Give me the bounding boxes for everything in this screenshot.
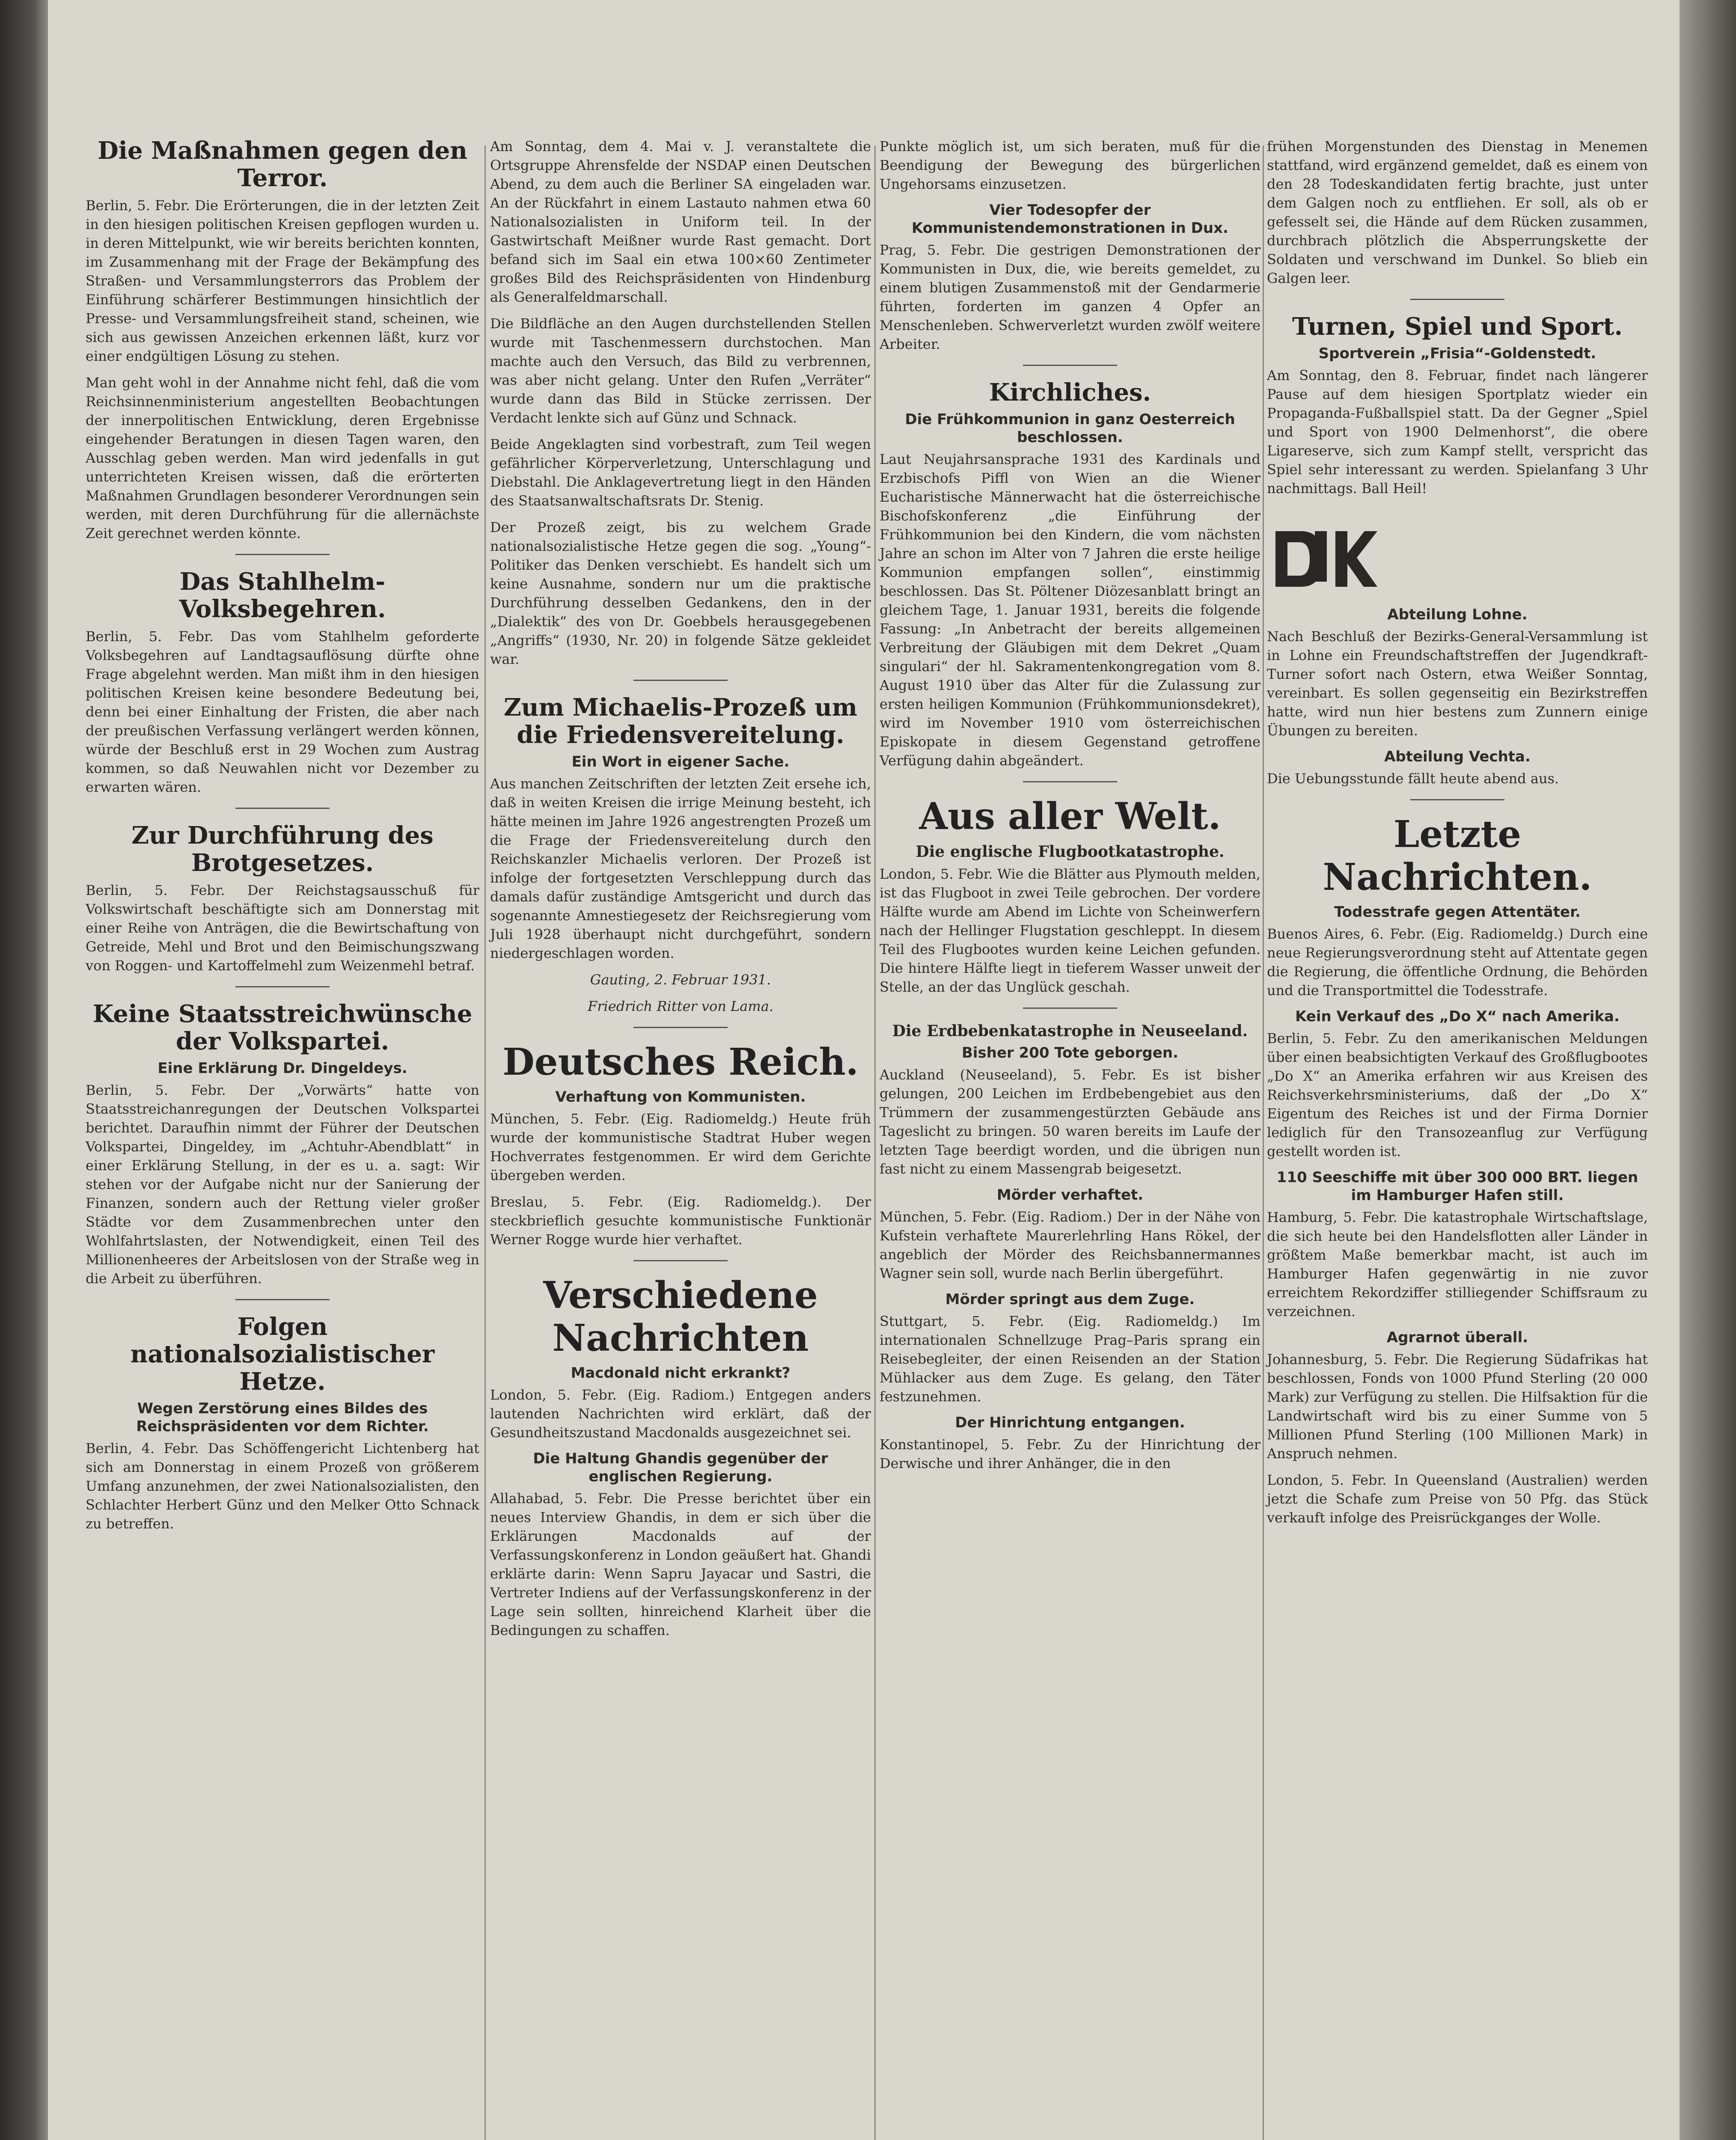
headline-staatsstreich: Keine Staatsstreichwünsche der Volkspartei.: [92, 1000, 473, 1055]
subheadline: Macdonald nicht erkrankt?: [571, 1364, 791, 1382]
article-text: Buenos Aires, 6. Febr. (Eig. Radiomeldg.) Durch eine neue Regierungsverordnung steht auf Attentate gegen die Regierung, die öffentliche Ordnung, die Behörden und die Transportmittel die Todesstrafe.: [1267, 926, 1648, 999]
article-text: Nach Beschluß der Bezirks-General-Versammlung ist in Lohne ein Freundschaftstreffen der Jugendkraft-Turner sofort nach Ostern, etwa Weißer Sonntag, vereinbart. Es sollen gegenseitig ein Bezirkstreffen hatte, wird nun hier bestens zum Zunnern einige Übungen zu bereiten.: [1267, 628, 1648, 739]
separator: [633, 680, 728, 681]
article-text: Man geht wohl in der Annahme nicht fehl, daß die vom Reichsinnenministerium angestellten Beobachtungen der innerpolitischen Entwicklung, deren Ergebnisse eingehender Beratungen in diesen Tagen waren, den Ausschlag geben werden. Man wird jedenfalls in gut unterrichteten Kreisen wissen, daß die erörterten Maßnahmen Grundlagen besonderer Verordnungen sein werden, mit deren Durchführung für die allernächste Zeit gerechnet werden könnte.: [86, 374, 479, 541]
headline-flugboot: Die englische Flugbootkatastrophe.: [916, 843, 1225, 861]
article-text: Am Sonntag, den 8. Februar, findet nach längerer Pause auf dem hiesigen Sportplatz wieder ein Propaganda-Fußballspiel statt. Da der Gegner „Spiel und Sport von 1900 Delmenhorst“, die obere Ligareserve, sich zum Kampf stellt, verspricht das Spiel sehr interessant zu werden. Spielanfang 3 Uhr nachmittags. Ball Heil!: [1267, 367, 1648, 496]
article-text: Stuttgart, 5. Febr. (Eig. Radiomeldg.) Im internationalen Schnellzuge Prag–Paris sprang ein Reisebegleiter, der einen Reisenden an der Station Mühlacker aus dem Zuge. Es gelang, den Täter festzunehmen.: [880, 1313, 1260, 1405]
section-aus-aller-welt: Aus aller Welt.: [919, 795, 1221, 838]
article-text: Hamburg, 5. Febr. Die katastrophale Wirtschaftslage, die sich heute bei den Handelsflotten aller Länder in größtem Maße bemerkbar macht, ist auch im Hamburger Hafen gegenwärtig in nie zuvor erreichtem Rekordziffer stilliegender Schiffsraum zu verzeichnen.: [1267, 1209, 1648, 1320]
section-verschiedene-nachrichten: Verschiedene Nachrichten: [543, 1274, 818, 1360]
separator: [1023, 1008, 1117, 1009]
article-text: Laut Neujahrsansprache 1931 des Kardinals und Erzbischofs Piffl von Wien an die Wiener Eucharistische Männerwacht hat die österreichische Bischofskonferenz „die Einführung der Frühkommunion bei den Kindern, die vom nächsten Jahre an schon im Alter von 7 Jahren die erste heilige Kommunion empfangen sollen“, einstimmig beschlossen. Das St. Pöltener Diözesanblatt bringt an gleichem Tage, 1. Januar 1931, bereits die folgende Fassung: „In Anbetracht der bereits allgemeinen Verbreitung der Gläubigen mit dem Dekret „Quam singulari“ der hl. Sakramentenkongregation vom 8. August 1910 über das Alter für die Zulassung zur ersten heiligen Kommunion (Frühkommunionsdekret), wird im November 1910 vom österreichischen Episkopate in diesem Gegenstand getroffene Verfügung dahin abgeändert.: [880, 451, 1260, 769]
subheadline: Kein Verkauf des „Do X“ nach Amerika.: [1295, 1008, 1620, 1025]
page-edge: [1680, 0, 1736, 2140]
article-text: Beide Angeklagten sind vorbestraft, zum Teil wegen gefährlicher Körperverletzung, Unterschlagung und Diebstahl. Die Anklagevertretung liegt in den Händen des Staatsanwaltschaftsrats Dr. Stenig.: [490, 436, 871, 509]
article-text: München, 5. Febr. (Eig. Radiom.) Der in der Nähe von Kufstein verhaftete Maurerlehrling Hans Rökel, der angeblich der Mörder des Reichsbannermannes Wagner sein soll, wurde nach Berlin übergeführt.: [880, 1209, 1260, 1281]
subheadline: Abteilung Lohne.: [1387, 606, 1528, 623]
signature-name: Friedrich Ritter von Lama.: [588, 998, 773, 1014]
signature-place: Gauting, 2. Februar 1931.: [590, 972, 771, 988]
separator: [633, 1027, 728, 1028]
subheadline: Mörder verhaftet.: [996, 1186, 1144, 1204]
article-text: Am Sonntag, dem 4. Mai v. J. veranstaltete die Ortsgruppe Ahrensfelde der NSDAP einen Deutschen Abend, zu dem auch die Berliner SA eingeladen war. An der Rückfahrt in einem Lastauto nahmen etwa 60 Nationalsozialisten in Uniform teil. In der Gastwirtschaft Meißner wurde Rast gemacht. Dort befand sich im Saal ein etwa 100×60 Zentimeter großes Bild des Reichspräsidenten von Hindenburg als Generalfeldmarschall.: [490, 138, 871, 305]
subheadline: Der Hinrichtung entgangen.: [955, 1414, 1185, 1431]
subheadline: Die Haltung Ghandis gegenüber der englischen Regierung.: [533, 1450, 828, 1485]
subheadline: Abteilung Vechta.: [1384, 748, 1531, 765]
separator: [633, 1260, 728, 1261]
separator: [235, 1299, 330, 1300]
article-text: Der Prozeß zeigt, bis zu welchem Grade nationalsozialistische Hetze gegen die sog. „Young“-Politiker das Denken verschiebt. Es handelt sich um keine Ausnahme, sondern nur um die praktische Durchführung desselben Gedankens, den in der „Dialektik“ des von Dr. Goebbels herausgegebenen „Angriffs“ (1930, Nr. 20) in folgende Sätze gekleidet war.: [490, 519, 871, 667]
column-2: [490, 137, 871, 1647]
separator: [235, 808, 330, 809]
article-text: Prag, 5. Febr. Die gestrigen Demonstrationen der Kommunisten in Dux, die, wie bereits gemeldet, zu einem blutigen Zusammenstoß mit der Gendarmerie führten, forderten im ganzen 4 Opfer an Menschenleben. Schwerverletzt wurden zwölf weitere Arbeiter.: [880, 242, 1260, 352]
subheadline: Sportverein „Frisia“-Goldenstedt.: [1318, 345, 1596, 362]
subheadline: Verhaftung von Kommunisten.: [555, 1088, 806, 1106]
column-1: [86, 137, 479, 1541]
article-text: London, 5. Febr. In Queensland (Australien) werden jetzt die Schafe zum Preise von 50 Pfg. das Stück verkauft infolge des Preisrückganges der Wolle.: [1267, 1472, 1648, 1526]
headline-michaelis: Zum Michaelis-Prozeß um die Friedensvereitelung.: [503, 693, 858, 749]
article-text: Die Uebungsstunde fällt heute abend aus.: [1267, 770, 1559, 787]
column-rule: [874, 146, 876, 2140]
article-text: Allahabad, 5. Febr. Die Presse berichtet über ein neues Interview Ghandis, in dem er sich über die Erklärungen Macdonalds auf der Verfassungskonferenz in London geäußert hat. Ghandi erklärte darin: Wenn Sapru Jayacar und Sastri, die Vertreter Indiens auf der Verfassungskonferenz in der Lage sein sollten, hinreichend Klarheit über die Bedingungen zu schaffen.: [490, 1490, 871, 1638]
separator: [235, 554, 330, 555]
headline-brot: Zur Durchführung des Brotgesetzes.: [131, 821, 434, 877]
section-letzte-nachrichten: Letzte Nachrichten.: [1323, 813, 1592, 899]
headline-hetze: Folgen nationalsozialistischer Hetze.: [130, 1313, 435, 1396]
column-3: [880, 137, 1260, 1480]
separator: [1023, 781, 1117, 782]
article-text: Breslau, 5. Febr. (Eig. Radiomeldg.). Der steckbrieflich gesuchte kommunistische Funktionär Werner Rogge wurde hier verhaftet.: [490, 1194, 871, 1248]
subheadline: Agrarnot überall.: [1386, 1329, 1528, 1346]
section-sport: Turnen, Spiel und Sport.: [1292, 312, 1623, 341]
article-text: London, 5. Febr. Wie die Blätter aus Plymouth melden, ist das Flugboot in zwei Teile gebrochen. Der vordere Hälfte wurde am Abend im Lichte von Scheinwerfern nach der Hellinger Flugstation geschleppt. In diesem Teil des Flugbootes wurden keine Leichen gefunden. Die hintere Hälfte liegt in tieferem Wasser unweit der Stelle, an der das Unglück geschah.: [880, 866, 1260, 995]
subheadline: Bisher 200 Tote geborgen.: [961, 1044, 1179, 1061]
article-text: München, 5. Febr. (Eig. Radiomeldg.) Heute früh wurde der kommunistische Stadtrat Huber wegen Hochverrates festgenommen. Er wird dem Gerichte übergeben werden.: [490, 1111, 871, 1183]
column-4: [1267, 137, 1648, 1535]
subheadline: Todesstrafe gegen Attentäter.: [1334, 904, 1581, 921]
column-rule: [1263, 146, 1264, 2140]
article-text: Berlin, 5. Febr. Der „Vorwärts“ hatte von Staatsstreichanregungen der Deutschen Volkspartei berichtet. Daraufhin nimmt der Führer der Deutschen Volkspartei, Dingeldey, im „Achtuhr-Abendblatt“ in einer Erklärung Stellung, in der es u. a. sagt: Wir stehen vor der Aufgabe nicht nur der Sanierung der Finanzen, sondern auch der Rettung vieler großer Städte vor dem Zusammenbrechen unter den Wohlfahrtslasten, der Notwendigkeit, einen Teil des Millionenheeres der Arbeitslosen von der Straße weg in die Arbeit zu überführen.: [86, 1082, 479, 1287]
article-text: Berlin, 5. Febr. Die Erörterungen, die in der letzten Zeit in den hiesigen politischen Kreisen gepflogen wurden u. in deren Mittelpunkt, wie wir bereits berichten konnten, im Zusammenhang mit der Frage der Bekämpfung des Straßen- und Versammlungsterrors das Problem der Einführung schärferer Bestimmungen hinsichtlich der Presse- und Versammlungsfreiheit stand, scheinen, wie sich aus gewissen Anzeichen erkennen läßt, kurz vor einer endgültigen Lösung zu stehen.: [86, 197, 479, 364]
subheadline: Wegen Zerstörung eines Bildes des Reichspräsidenten vor dem Richter.: [136, 1400, 429, 1435]
column-rule: [485, 146, 486, 2140]
djk-logo: [1267, 523, 1378, 595]
article-text: frühen Morgenstunden des Dienstag in Menemen stattfand, wird ergänzend gemeldet, daß es einem von den 28 Todeskandidaten fertig brachte, just unter dem Galgen noch zu entfliehen. Er soll, als ob er gefesselt sei, die Hände auf dem Rücken zusammen, durchbrach plötzlich die Absperrungskette der Soldaten und verschwand im Dunkel. So blieb ein Galgen leer.: [1267, 138, 1648, 286]
separator: [1023, 365, 1117, 366]
article-text: Berlin, 5. Febr. Das vom Stahlhelm geforderte Volksbegehren auf Landtagsauflösung dürfte ohne Frage abgelehnt werden. Man mißt ihm in den hiesigen politischen Kreisen keine besondere Bedeutung bei, denn bei einer Einhaltung der Fristen, die aber nach der preußischen Verfassung verlängert werden können, würde der Beschluß erst in 29 Wochen zum Austrag kommen, so daß Neuwahlen nicht vor Dezember zu erwarten wären.: [86, 628, 479, 795]
article-text: Punkte möglich ist, um sich beraten, muß für die Beendigung der Bewegung des bürgerlichen Ungehorsams einzusetzen.: [880, 138, 1260, 192]
headline-stahlhelm: Das Stahlhelm-Volksbegehren.: [179, 568, 386, 623]
separator: [235, 986, 330, 987]
subheadline: Mörder springt aus dem Zuge.: [945, 1291, 1195, 1308]
headline-terror: Die Maßnahmen gegen den Terror.: [98, 137, 467, 192]
subheadline: 110 Seeschiffe mit über 300 000 BRT. liegen im Hamburger Hafen still.: [1276, 1169, 1638, 1204]
article-text: Berlin, 5. Febr. Zu den amerikanischen Meldungen über einen beabsichtigten Verkauf des Großflugbootes „Do X“ an Amerika erfahren wir aus Kreisen des Reichsverkehrsministeriums, daß der „Do X“ Eigentum des Reiches ist und der Firma Dornier lediglich für den Transozeanflug zur Verfügung gestellt worden ist.: [1267, 1030, 1648, 1159]
headline-erdbeben: Die Erdbebenkatastrophe in Neuseeland.: [892, 1022, 1248, 1040]
article-text: Berlin, 5. Febr. Der Reichstagsausschuß für Volkswirtschaft beschäftigte sich am Donnerstag mit einer Reihe von Anträgen, die die Bewirtschaftung von Getreide, Mehl und Brot und den Beimischungszwang von Roggen- und Kartoffelmehl zum Weizenmehl betraf.: [86, 882, 479, 974]
subheadline: Eine Erklärung Dr. Dingeldeys.: [158, 1060, 407, 1077]
section-kirchliches: Kirchliches.: [989, 378, 1151, 407]
article-text: Aus manchen Zeitschriften der letzten Zeit ersehe ich, daß in weiten Kreisen die irrige Meinung besteht, ich hätte meinen im Jahre 1926 angestrengten Prozeß um die Frage der Friedensvereitelung durch den Reichskanzler Michaelis verloren. Der Prozeß ist infolge der fortgesetzten Verschleppung durch das damals dafür zuständige Amtsgericht und durch das sogenannte Amnestiegesetz der Reichsregierung vom Juli 1928 überhaupt nicht durchgeführt, sondern niedergeschlagen worden.: [490, 776, 871, 961]
article-text: London, 5. Febr. (Eig. Radiom.) Entgegen anders lautenden Nachrichten wird erklärt, daß der Gesundheitszustand Macdonalds ausgezeichnet sei.: [490, 1387, 871, 1441]
subheadline: Vier Todesopfer der Kommunistendemonstrationen in Dux.: [912, 202, 1228, 237]
article-text: Die Bildfläche an den Augen durchstellenden Stellen wurde mit Taschenmessern durchstochen. Man machte auch den Versuch, das Bild zu verbrennen, was aber nicht gelang. Unter den Rufen „Verräter“ wurde dann das Bild in Stücke zerrissen. Der Verdacht lenkte sich auf Günz und Schnack.: [490, 315, 871, 426]
article-text: Berlin, 4. Febr. Das Schöffengericht Lichtenberg hat sich am Donnerstag in einem Prozeß von größerem Umfang anzunehmen, der zwei Nationalsozialisten, den Schlachter Herbert Günz und den Melker Otto Schnack zu betreffen.: [86, 1440, 479, 1532]
separator: [1410, 799, 1504, 800]
article-text: Johannesburg, 5. Febr. Die Regierung Südafrikas hat beschlossen, Fonds von 1000 Pfund Sterling (20 000 Mark) zur Verfügung zu stellen. Die Hilfsaktion für die Landwirtschaft wird bis zu einer Summe von 5 Millionen Pfund Sterling (100 Millionen Mark) in Anspruch nehmen.: [1267, 1351, 1648, 1462]
separator: [1410, 299, 1504, 300]
page-gutter: [0, 0, 48, 2140]
subheadline: Ein Wort in eigener Sache.: [571, 753, 790, 770]
article-text: Auckland (Neuseeland), 5. Febr. Es ist bisher gelungen, 200 Leichen im Erdbebengebiet aus den Trümmern der zusammengestürzten Gebäude ans Tageslicht zu bringen. 50 waren bereits im Laufe der letzten Tage beerdigt worden, und die übrigen nun fast nicht zu einem Massengrab beigesetzt.: [880, 1067, 1260, 1177]
article-text: Konstantinopel, 5. Febr. Zu der Hinrichtung der Derwische und ihrer Anhänger, die in den: [880, 1436, 1260, 1471]
section-deutsches-reich: Deutsches Reich.: [502, 1040, 859, 1084]
subheadline: Die Frühkommunion in ganz Oesterreich beschlossen.: [905, 411, 1235, 446]
